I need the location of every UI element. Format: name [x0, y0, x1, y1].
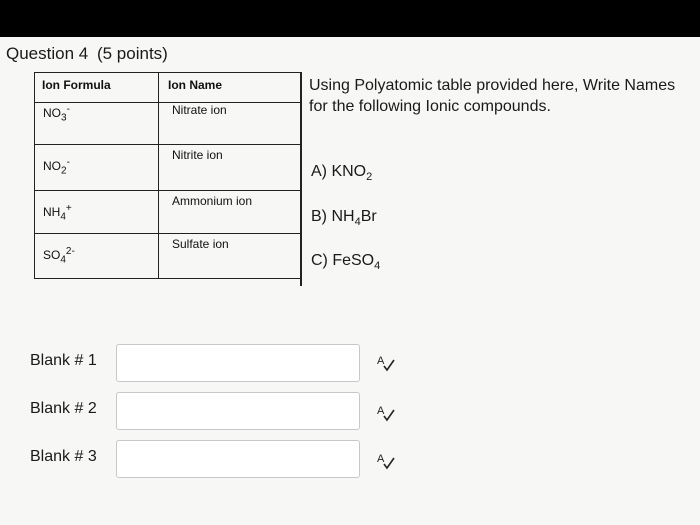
compound-b: B) $NH_4Br$: [311, 208, 377, 229]
ion-row: [35, 191, 301, 234]
header-ion-formula: Ion Formula: [35, 73, 159, 103]
spell-check-icon[interactable]: [375, 402, 397, 424]
ion-table: [34, 72, 301, 279]
ion-name: Ammonium ion: [159, 191, 301, 234]
question-points: (5 points): [96, 44, 168, 63]
header-ion-name: Ion Name: [159, 73, 301, 103]
table-right-border: [300, 72, 302, 286]
compound-c: C) FeSO$_4$: [311, 252, 381, 273]
question-number: Question 4: [6, 44, 89, 63]
blank-3-input[interactable]: [116, 440, 360, 478]
ion-formula: $SO_4^{2-}$: [35, 234, 159, 279]
blank-1-label: Blank # 1: [30, 352, 97, 369]
svg-text:A: A: [377, 453, 385, 465]
blank-2-input[interactable]: [116, 392, 360, 430]
spell-check-icon[interactable]: [375, 352, 397, 374]
instructions-text: Using Polyatomic table provided here, Write Names for the following Ionic compounds.: [309, 77, 676, 115]
ion-formula: $NH_4^+$: [35, 191, 159, 234]
ion-formula: $NO_3^-$: [35, 103, 159, 145]
blank-2-label: Blank # 2: [30, 400, 97, 417]
ion-name: Nitrite ion: [159, 145, 301, 191]
blank-1-input[interactable]: [116, 344, 360, 382]
question-title: [6, 44, 168, 64]
ion-row: [35, 234, 301, 279]
ion-name: Nitrate ion: [159, 103, 301, 145]
svg-text:A: A: [377, 405, 385, 417]
svg-text:A: A: [377, 355, 385, 367]
ion-row: [35, 145, 301, 191]
blank-3-label: Blank # 3: [30, 448, 97, 465]
compound-a: A) $KNO_2$: [311, 163, 373, 184]
ion-name: Sulfate ion: [159, 234, 301, 279]
ion-row: [35, 103, 301, 145]
spell-check-icon[interactable]: [375, 450, 397, 472]
ion-formula: $NO_2^-$: [35, 145, 159, 191]
